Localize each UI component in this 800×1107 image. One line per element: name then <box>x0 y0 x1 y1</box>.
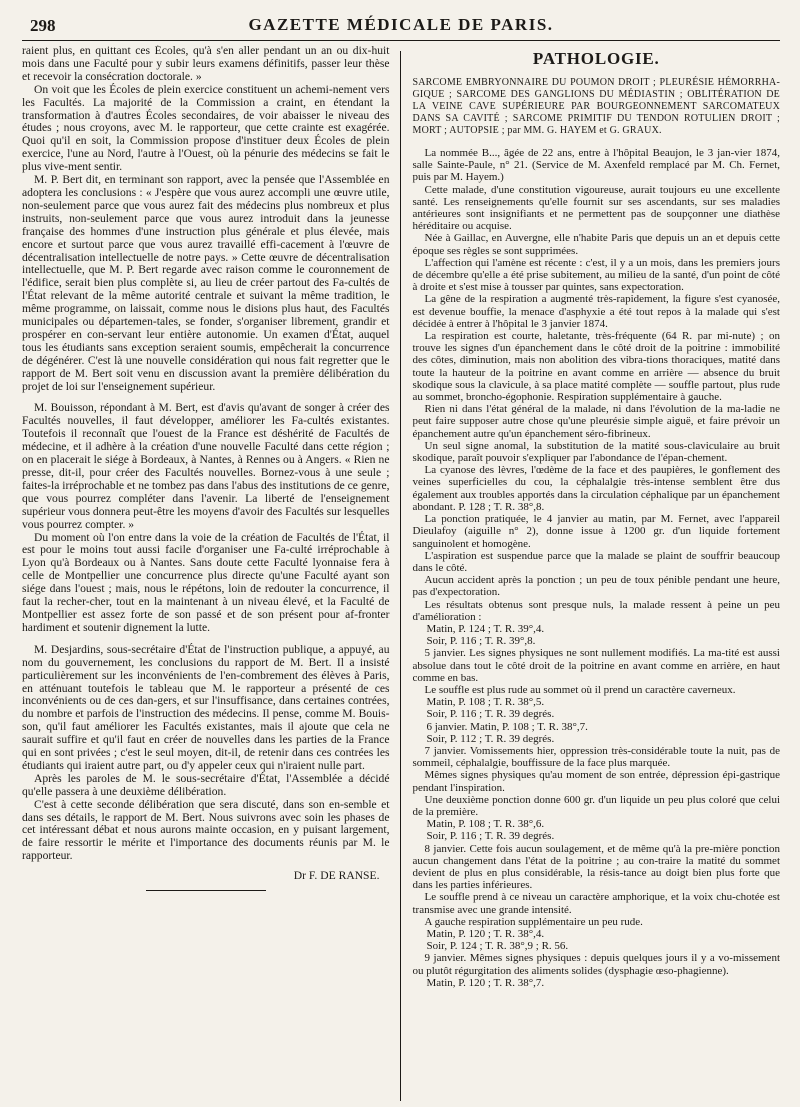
paragraph: 5 janvier. Les signes physiques ne sont nullement modifiés. La ma-tité est aussi absolue dans tout le côté droit de la poitrine en avant comme en arrière, en haut comme en bas. <box>412 647 780 684</box>
paragraph: Née à Gaillac, en Auvergne, elle n'habite Paris que depuis un an et depuis cette époque ses règles se sont supprimées. <box>412 232 780 257</box>
paragraph: Rien ni dans l'état général de la malade, ni dans l'évolution de la ma-ladie ne peut faire supposer autre chose qu'une pleurésie simple aiguë, et faire prévoir un épanchement autre qu'un épanchement séro-fibrineux. <box>412 403 780 440</box>
paragraph: La nommée B..., âgée de 22 ans, entre à l'hôpital Beaujon, le 3 jan-vier 1874, salle Sainte-Paule, n° 21. (Service de M. Axenfeld remplacé par M. Ch. Fernet, puis par M. Hayem.) <box>412 147 780 184</box>
paragraph: Aucun accident après la ponction ; un peu de toux pénible pendant une heure, pas d'expectoration. <box>412 574 780 599</box>
paragraph: raient plus, en quittant ces Écoles, qu'à s'en aller pendant un an ou dix-huit mois dans une Faculté pour y subir leurs examens définitifs, passer leur thèse et recevoir la consécration doctorale. » <box>22 45 390 83</box>
paragraph: Une deuxième ponction donne 600 gr. d'un liquide un peu plus coloré que celui de la première. <box>412 793 780 818</box>
paragraph: La cyanose des lèvres, l'œdème de la face et des paupières, le gonflement des veines superficielles du cou, la céphalalgie très-intense semblent être dus également aux troubles apportés dans la circulation céphalique par un épanchement abondant. P. 128 ; T. R. 38°,8. <box>412 464 780 513</box>
vital-signs-line: Soir, P. 112 ; T. R. 39 degrés. <box>426 732 555 745</box>
author-signature: Dr F. DE RANSE. <box>293 869 380 883</box>
running-head <box>22 14 780 41</box>
vital-signs-line: Matin, P. 108 ; T. R. 38°,6. <box>426 818 545 831</box>
paragraph: Mêmes signes physiques qu'au moment de son entrée, dépression épi-gastrique pendant l'inspiration. <box>412 769 780 794</box>
paragraph: La gêne de la respiration a augmenté très-rapidement, la figure s'est cyanosée, est devenue bouffie, la menace d'asphyxie a été tout repos à la malade qui s'est décidée à entrer à l'hôpital le 3 janvier 1874. <box>412 293 780 330</box>
vital-signs-line: Matin, P. 120 ; T. R. 38°,4. <box>426 928 545 940</box>
vital-signs-line: Matin, P. 120 ; T. R. 38°,7. <box>426 976 545 989</box>
vital-signs-line: Soir, P. 116 ; T. R. 39 degrés. <box>426 830 555 843</box>
journal-title: GAZETTE MÉDICALE DE PARIS. <box>248 15 554 34</box>
paragraph: 8 janvier. Cette fois aucun soulagement, et de même qu'à la pre-mière ponction aucun changement dans l'état de la poitrine ; au con-traire la matité du sommet devient de plus en plus considérable, la résis-tance au doigt bien plus forte que dans les parties inférieures. <box>412 842 780 892</box>
paragraph: Du moment où l'on entre dans la voie de la création de Facultés de l'État, il est pour le moins tout aussi facile d'organiser une Fa-culté irréprochable à Lyon qu'à Bordeaux ou à Nantes. Sans doute cette Faculté lyonnaise fera à celle de Montpellier une concurrence plus directe qu'une Faculté ayant son siége dans l'ouest ; mais, nous le répétons, loin de redouter la concurrence, il faut la recher-cher, tout en la maintenant à un niveau élevé, et la Faculté de Montpellier est assez forte de son passé et de son présent pour af-fronter hardiment et soutenir dignement la lutte. <box>22 530 390 634</box>
vital-signs-line: Soir, P. 124 ; T. R. 38°,9 ; R. 56. <box>426 940 569 953</box>
two-column-body <box>22 45 780 1107</box>
paragraph: La ponction pratiquée, le 4 janvier au matin, par M. Fernet, avec l'appareil Dieulafoy (aiguille n° 2), donne issue à 1200 gr. d'un liquide fortement sanguinolent et homogène. <box>412 513 780 550</box>
paragraph: Un seul signe anomal, la substitution de la matité sous-claviculaire au bruit skodique, paraît pouvoir s'expliquer par l'abondance de l'épan-chement. <box>412 439 780 465</box>
article-heading: SARCOME EMBRYONNAIRE DU POUMON DROIT ; PLEURÉSIE HÉMORRHA-GIQUE ; SARCOME DES GANGLIONS DU MÉDIASTIN ; OBLITÉRATION DE LA VEINE CAVE SUPÉRIEURE PAR BOURGEONNEMENT SARCOMATEUX DANS SA CAVITÉ ; SARCOME PRIMITIF DU TENDON ROTULIEN DROIT ; MORT ; AUTOPSIE ; par MM. G. HAYEM et G. GRAUX. <box>412 77 780 136</box>
paragraph: A gauche respiration supplémentaire un peu rude. <box>424 915 643 928</box>
vital-signs-line: Matin, P. 124 ; T. R. 39°,4. <box>426 622 545 635</box>
section-title: PATHOLOGIE. <box>532 49 660 68</box>
paragraph: Le souffle est plus rude au sommet où il prend un caractère caverneux. <box>424 683 736 696</box>
paragraph: M. Bouisson, répondant à M. Bert, est d'avis qu'avant de songer à créer des Facultés nouvelles, il faut développer, améliorer les Fa-cultés existantes. Toutefois il reconnaît que l'ouest de la France est déshérité de Facultés de médecine, et il adhère à la création d'une nouvelle Faculté dans cette région ; on en placerait le siége à Bordeaux, à Nantes, à Rennes ou à Angers. « Rien ne presse, dit-il, pour créer des Facultés nouvelles. Bornez-vous à une seule ; faites-la irréprochable et ne tombez pas dans l'abus des institutions de ce genre, que vous pourrez compléter dans l'avenir. La liberté de l'enseignement supérieur vous donnera peut-être les moyens d'avoir des Facultés sur lesquelles vous pourrez compter. » <box>22 401 390 531</box>
paragraph: M. Desjardins, sous-secrétaire d'État de l'instruction publique, a appuyé, au nom du gouvernement, les conclusions du rapport de M. Bert. Il a insisté particulièrement sur les inconvénients de l'en-combrement des élèves à Paris, en atténuant toutefois le tableau que M. le rapporteur a présenté de ces inconvénients ou de ces dan-gers, et sur l'insuffisance, dans certaines contrées, du nombre et parfois de l'instruction des médecins. Il pense, comme M. Bouis-son, qu'il faut améliorer les Facultés existantes, mais il ajoute que cela ne saurait suffire et qu'il faut en créer de nouvelles dans les parties de la France qui en sont privées ; c'est le seul moyen, dit-il, de retenir dans ces contrées les étudiants qui iraient autre part, ou d'y appeler ceux qui n'iraient nulle part. <box>22 642 390 772</box>
paragraph: On voit que les Écoles de plein exercice constituent un achemi-nement vers les Facultés. La majorité de la Commission a craint, en étendant la transformation à d'autres Écoles secondaires, de voir abaisser le niveau des études ; nous croyons, avec M. le rapporteur, que cette crainte est exagérée. Quoi qu'il en soit, la Commission propose d'instituer deux Écoles de plein exercice, l'une au Nord, l'autre à l'Ouest, où la pénurie des médecins se fait le plus vive-ment sentir. <box>22 82 390 174</box>
paragraph: L'affection qui l'amène est récente : c'est, il y a un mois, dans les premiers jours de décembre qu'elle a été prise subitement, au milieu de la santé, d'un point de côté à droite et s'est mise à tousser par quintes, sans expectoration. <box>412 256 780 294</box>
page-number: 298 <box>30 16 56 35</box>
paragraph: C'est à cette seconde délibération que sera discuté, dans son en-semble et dans ses détails, le rapport de M. Bert. Nous suivrons avec soin les phases de cet intéressant débat et nous aurons mainte occasion, en y puisant largement, de faire ressortir le mérite et l'importance des documents réunis par M. le rapporteur. <box>22 797 390 863</box>
paragraph: 9 janvier. Mêmes signes physiques : depuis quelques jours il y a vo-missement ou plutôt régurgitation des aliments solides (dysphagie œso-phagienne). <box>412 952 780 977</box>
paragraph: 7 janvier. Vomissements hier, oppression très-considérable toute la nuit, pas de sommeil, céphalalgie, bouffissure de la face plus marquée. <box>412 744 780 770</box>
paragraph: Cette malade, d'une constitution vigoureuse, aurait toujours eu une excellente santé. Les renseignements qu'elle fournit sur ses ascendants, sur ses maladies antérieures sont insignifiants et ne permettent pas de soupçonner une diathèse héréditaire ou acquise. <box>412 183 780 233</box>
paragraph: La respiration est courte, haletante, très-fréquente (64 R. par mi-nute) ; on trouve les signes d'un épanchement dans le côté droit de la poitrine : immobilité des côtes, diminution, mais non abolition des vibra-tions thoraciques, matité dans toute la hauteur de la poitrine en avant comme en arrière — absence du bruit skodique sous la clavicule, à sa place matité complète — souffle partout, plus rude au sommet, broncho-égophonie. Respiration supplémentaire à gauche. <box>412 330 780 404</box>
paragraph: Les résultats obtenus sont presque nuls, la malade ressent à peine un peu d'amélioration : <box>412 598 780 623</box>
vital-signs-line: Soir, P. 116 ; T. R. 39°,8. <box>426 635 536 648</box>
paragraph: Après les paroles de M. le sous-secrétaire d'État, l'Assemblée a décidé qu'elle passera à une deuxième délibération. <box>22 771 390 798</box>
divider <box>146 890 266 891</box>
paragraph: L'aspiration est suspendue parce que la malade se plaint de souffrir beaucoup dans le côté. <box>412 549 780 574</box>
left-column <box>22 45 400 1107</box>
vital-signs-line: Matin, P. 108 ; T. R. 38°,5. <box>426 696 545 709</box>
paragraph: Le souffle prend à ce niveau un caractère amphorique, et la voix chu-chotée est transmise avec une grande intensité. <box>412 891 780 916</box>
paragraph: M. P. Bert dit, en terminant son rapport, avec la pensée que l'Assemblée en adoptera les conclusions : « J'espère que vous aurez accompli une œuvre utile, non-seulement parce que vous aurez fait des médecins plus nombreux et plus instruits, non-seulement parce que vous aurez introduit dans la jeunesse française des hommes d'une instruction plus générale et plus élevée, mais encore et surtout parce que vous aurez travaillé effi-cacement à l'œuvre de décentralisation intellectuelle de notre pays. » Cette œuvre de décentralisation intellectuelle, que M. P. Bert regarde avec raison comme le couronnement de l'édifice, serait bien plus complète si, au lieu de créer partout des Fa-cultés de l'État relevant de la même autorité centrale et suivant la même tradition, le même programme, on laissait, comme nous le disions plus haut, des Facultés municipales ou départemen-tales, se fonder, s'organiser librement, grandir et prospérer en con-servant leur entière autonomie. Un examen d'État, auquel tous les étudiants sans exception seraient soumis, empêcherait la concurrence de dégénérer. C'est là une nouvelle considération qui nous fait regretter que le rapport de M. Bert soit venu en discussion avant la première délibération du projet de loi sur l'enseignement supérieur. <box>22 173 390 393</box>
vital-signs-line: Soir, P. 116 ; T. R. 39 degrés. <box>426 708 555 721</box>
right-column <box>401 45 781 1107</box>
vital-signs-line: 6 janvier. Matin, P. 108 ; T. R. 38°,7. <box>426 720 588 733</box>
